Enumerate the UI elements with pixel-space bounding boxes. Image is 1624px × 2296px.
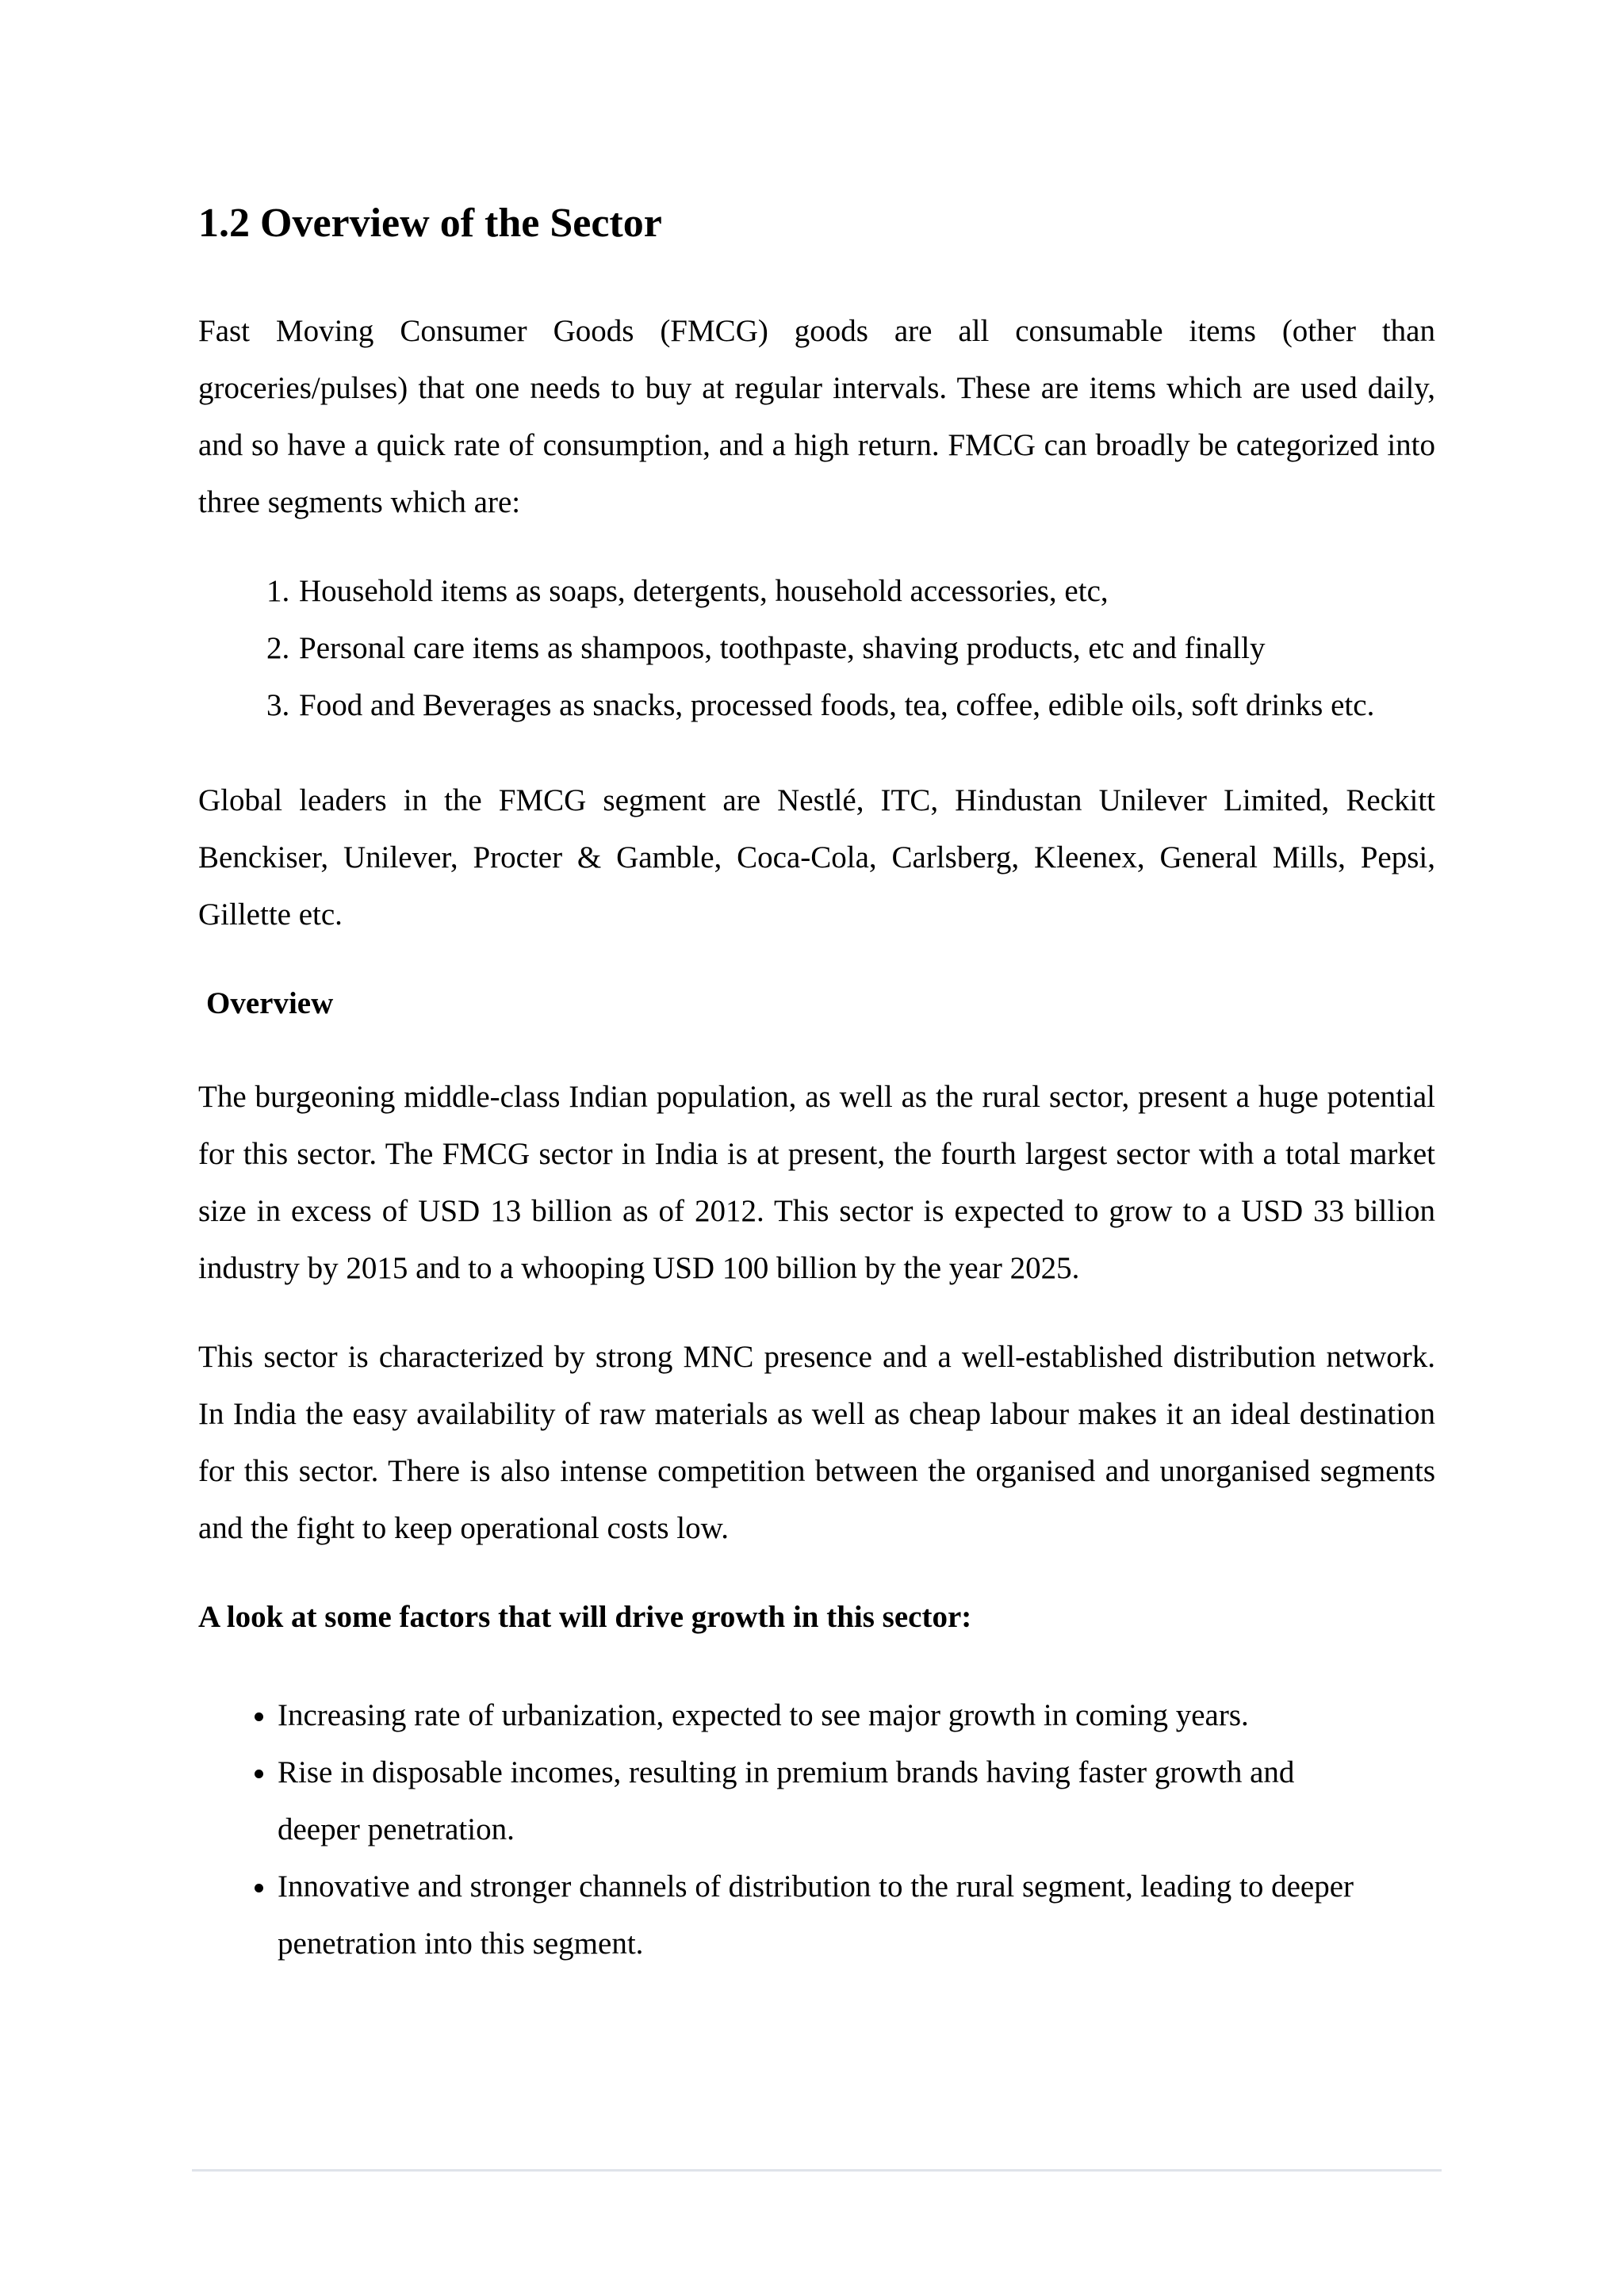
overview-heading: Overview	[206, 986, 334, 1020]
overview-paragraph: This sector is characterized by strong MNC presence and a well-established distribution network. In India the easy availability of raw materials as well as cheap labour makes it an ideal destination for this sector. There is also intense competition between the organised and unorganised segments and the fight to keep operational costs low.	[198, 1340, 1435, 1545]
segments-list	[198, 563, 1435, 734]
footer-divider	[192, 2169, 1442, 2172]
list-item: • Rise in disposable incomes, resulting in premium brands having faster growth and deeper penetration.	[278, 1744, 1364, 1858]
list-item: • Increasing rate of urbanization, expected to see major growth in coming years.	[278, 1687, 1364, 1744]
list-item: 3. Food and Beverages as snacks, processed foods, tea, coffee, edible oils, soft drinks etc.	[297, 677, 1435, 734]
intro-paragraph: Fast Moving Consumer Goods (FMCG) goods are all consumable items (other than groceries/pulses) that one needs to buy at regular intervals. These are items which are used daily, and so have a quick rate of consumption, and a high return. FMCG can broadly be categorized into three segments which are:	[198, 314, 1435, 519]
list-item: • Innovative and stronger channels of distribution to the rural segment, leading to deeper penetration into this segment.	[278, 1858, 1364, 1973]
list-item: 2. Personal care items as shampoos, toothpaste, shaving products, etc and finally	[297, 620, 1435, 677]
leaders-paragraph: Global leaders in the FMCG segment are Nestlé, ITC, Hindustan Unilever Limited, Reckitt Benckiser, Unilever, Procter & Gamble, Coca-Cola, Carlsberg, Kleenex, General Mills, Pepsi, Gillette etc.	[198, 783, 1435, 932]
document-page	[198, 190, 1435, 1973]
factors-heading: A look at some factors that will drive growth in this sector:	[198, 1600, 972, 1634]
section-heading: 1.2 Overview of the Sector	[198, 201, 662, 246]
factors-list	[198, 1687, 1435, 1973]
overview-paragraph: The burgeoning middle-class Indian population, as well as the rural sector, present a huge potential for this sector. The FMCG sector in India is at present, the fourth largest sector with a total market size in excess of USD 13 billion as of 2012. This sector is expected to grow to a USD 33 billion industry by 2015 and to a whooping USD 100 billion by the year 2025.	[198, 1080, 1435, 1285]
list-item: 1. Household items as soaps, detergents, household accessories, etc,	[297, 563, 1435, 620]
